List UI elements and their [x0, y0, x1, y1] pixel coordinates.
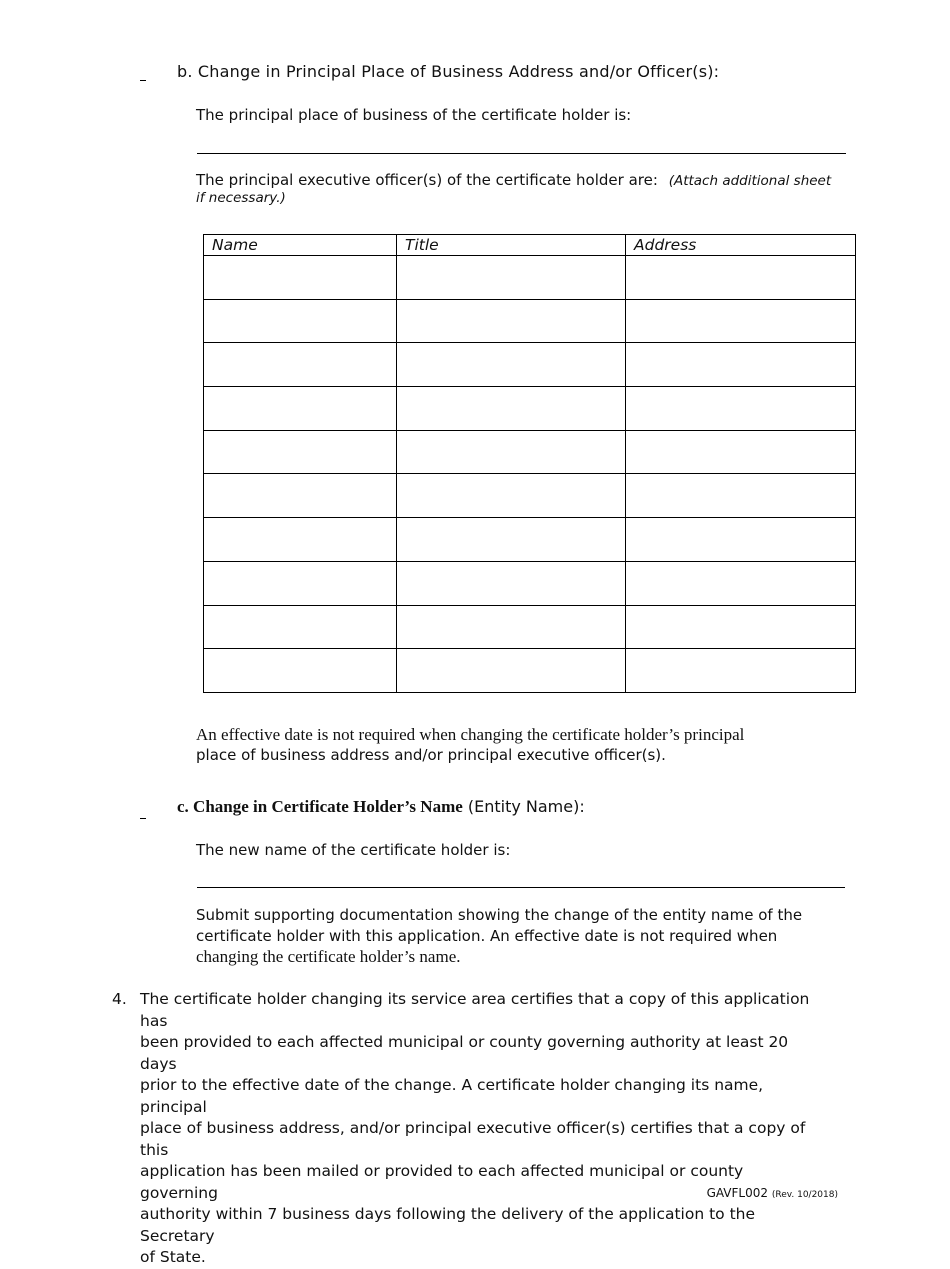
- officer-name-cell[interactable]: [204, 649, 397, 693]
- table-row: [204, 256, 856, 300]
- officer-address-cell[interactable]: [626, 387, 856, 431]
- principal-place-label: The principal place of business of the certificate holder is:: [196, 106, 632, 124]
- item-4-line: application has been mailed or provided to each affected municipal or county governing: [140, 1162, 744, 1202]
- new-name-label: The new name of the certificate holder is:: [196, 841, 511, 859]
- officer-title-cell[interactable]: [397, 343, 626, 387]
- item-4-number: 4.: [112, 990, 127, 1008]
- officers-label: The principal executive officer(s) of the certificate holder are:: [196, 171, 658, 189]
- effective-date-note-2: place of business address and/or principal executive officer(s).: [196, 746, 666, 764]
- officer-title-cell[interactable]: [397, 474, 626, 518]
- table-row: [204, 387, 856, 431]
- officers-label-block: [196, 170, 836, 192]
- officer-title-cell[interactable]: [397, 299, 626, 343]
- officer-title-cell[interactable]: [397, 256, 626, 300]
- officer-title-cell[interactable]: [397, 430, 626, 474]
- item-4-line: authority within 7 business days following the delivery of the application to the Secretary: [140, 1205, 756, 1245]
- submit-doc-line-3: changing the certificate holder’s name.: [196, 947, 461, 966]
- officer-address-cell[interactable]: [626, 561, 856, 605]
- officer-address-cell[interactable]: [626, 299, 856, 343]
- officer-address-cell[interactable]: [626, 474, 856, 518]
- item-4-line: place of business address, and/or principal executive officer(s) certifies that a copy of this: [140, 1119, 806, 1159]
- section-c-checkbox[interactable]: [140, 810, 146, 819]
- officer-address-cell[interactable]: [626, 649, 856, 693]
- item-4-line: The certificate holder changing its service area certifies that a copy of this application has: [140, 990, 810, 1030]
- column-header-address: Address: [626, 235, 856, 256]
- officer-name-cell[interactable]: [204, 387, 397, 431]
- column-header-name: Name: [204, 235, 397, 256]
- officer-address-cell[interactable]: [626, 605, 856, 649]
- section-c-heading: [177, 797, 585, 817]
- officers-note-1: (Attach additional sheet: [668, 173, 832, 189]
- table-row: [204, 561, 856, 605]
- section-c-heading-rest: (Entity Name):: [462, 797, 585, 816]
- item-4-line: prior to the effective date of the change. A certificate holder changing its name, principal: [140, 1076, 764, 1116]
- item-4-line: been provided to each affected municipal or county governing authority at least 20 days: [140, 1033, 789, 1073]
- column-header-title: Title: [397, 235, 626, 256]
- officer-name-cell[interactable]: [204, 299, 397, 343]
- table-row: [204, 299, 856, 343]
- officer-name-cell[interactable]: [204, 430, 397, 474]
- officer-title-cell[interactable]: [397, 649, 626, 693]
- table-row: [204, 474, 856, 518]
- item-4: [112, 989, 822, 1269]
- officer-name-cell[interactable]: [204, 605, 397, 649]
- table-row: [204, 605, 856, 649]
- form-revision: (Rev. 10/2018): [771, 1190, 838, 1200]
- officer-name-cell[interactable]: [204, 474, 397, 518]
- item-4-line: of State.: [140, 1248, 206, 1266]
- table-row: [204, 343, 856, 387]
- officer-title-cell[interactable]: [397, 387, 626, 431]
- officer-address-cell[interactable]: [626, 518, 856, 562]
- officers-table-header-row: [204, 235, 856, 256]
- officer-name-cell[interactable]: [204, 561, 397, 605]
- officers-table: [203, 234, 856, 693]
- officer-name-cell[interactable]: [204, 256, 397, 300]
- section-b-checkbox[interactable]: [140, 72, 146, 81]
- officers-note-2: if necessary.): [196, 190, 286, 206]
- section-c-heading-bold: c. Change in Certificate Holder’s Name: [177, 797, 463, 816]
- form-id: GAVFL002: [706, 1186, 769, 1200]
- section-b-heading: b. Change in Principal Place of Business Address and/or Officer(s):: [177, 62, 720, 81]
- officer-title-cell[interactable]: [397, 605, 626, 649]
- officer-name-cell[interactable]: [204, 343, 397, 387]
- officer-title-cell[interactable]: [397, 518, 626, 562]
- form-footer: [707, 1186, 838, 1200]
- principal-place-input-line[interactable]: [197, 153, 846, 154]
- table-row: [204, 649, 856, 693]
- new-name-input-line[interactable]: [197, 887, 845, 888]
- item-4-body: [140, 989, 822, 1269]
- submit-doc-line-1: Submit supporting documentation showing the change of the entity name of the: [196, 906, 803, 924]
- officer-address-cell[interactable]: [626, 343, 856, 387]
- officer-name-cell[interactable]: [204, 518, 397, 562]
- submit-doc-line-2: certificate holder with this application. An effective date is not required when: [196, 927, 778, 945]
- officer-address-cell[interactable]: [626, 430, 856, 474]
- table-row: [204, 518, 856, 562]
- effective-date-note-1: An effective date is not required when changing the certificate holder’s principal: [196, 725, 745, 744]
- table-row: [204, 430, 856, 474]
- officer-address-cell[interactable]: [626, 256, 856, 300]
- officer-title-cell[interactable]: [397, 561, 626, 605]
